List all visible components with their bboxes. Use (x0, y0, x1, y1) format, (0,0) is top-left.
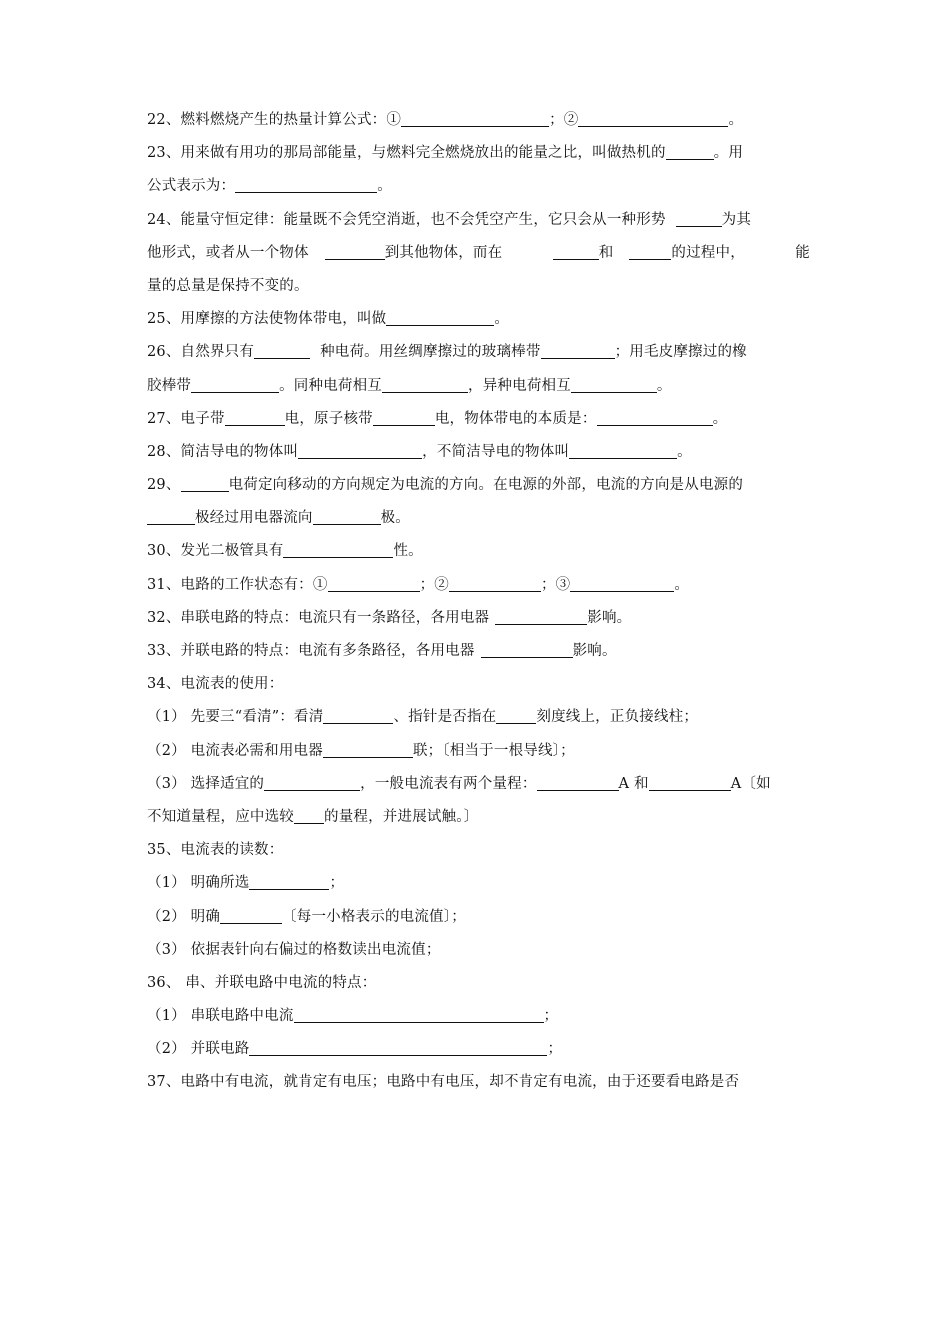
answer-blank[interactable] (147, 508, 195, 525)
question-26 (147, 336, 810, 369)
q33-end: 影响。 (572, 643, 617, 659)
question-24-cont (147, 237, 810, 270)
q26-text-f: ，异种电荷相互 (468, 377, 571, 394)
q28-end: 。 (677, 443, 692, 460)
worksheet (147, 104, 810, 1100)
q34-s3-text-b: ，一般电流表有两个量程： (360, 775, 537, 792)
answer-blank[interactable] (294, 807, 324, 824)
q24-text: 24、能量守恒定律：能量既不会凭空消逝，也不会凭空产生，它只会从一种形势 (147, 211, 666, 228)
question-36 (147, 967, 810, 1000)
answer-blank[interactable] (571, 376, 657, 393)
question-35-sub-3 (147, 934, 810, 967)
answer-blank[interactable] (325, 243, 385, 260)
answer-blank[interactable] (649, 774, 731, 791)
q23-end: 。 (377, 178, 392, 195)
question-31 (147, 569, 810, 602)
question-37 (147, 1066, 810, 1099)
answer-blank[interactable] (496, 707, 536, 724)
question-34-sub-2 (147, 735, 810, 768)
q35-title: 35、电流表的读数： (147, 842, 284, 859)
q25-end: 。 (494, 311, 510, 328)
answer-blank[interactable] (537, 774, 619, 791)
q34-s3-text-c: A 和 (618, 775, 649, 792)
question-27 (147, 403, 810, 436)
q31-end: 。 (674, 576, 690, 593)
question-24 (147, 204, 810, 237)
q29-text: 29、 (147, 477, 181, 494)
question-34-sub-1 (147, 701, 810, 734)
q31-text: 31、电路的工作状态有：① (147, 576, 328, 593)
question-35-sub-2 (147, 901, 810, 934)
q27-end: 。 (712, 410, 728, 427)
q22-end: 。 (728, 112, 744, 128)
question-22 (147, 104, 810, 137)
q34-s1-text-b: 、指针是否指在 (393, 709, 497, 726)
answer-blank[interactable] (569, 442, 677, 459)
q28-text-b: ，不简洁导电的物体叫 (422, 443, 570, 460)
q34-s1-text-c: 刻度线上，正负接线柱； (536, 709, 699, 726)
answer-blank[interactable] (313, 508, 381, 525)
q26-text-e: 。同种电荷相互 (279, 377, 383, 394)
answer-blank[interactable] (254, 342, 310, 359)
q24-text-h: 量的总量是保持不变的。 (147, 277, 309, 294)
answer-blank[interactable] (225, 409, 285, 426)
q24-text-b: 为其 (721, 211, 752, 228)
q29-text-c: 极经过用电器流向 (195, 510, 313, 527)
answer-blank[interactable] (386, 309, 494, 326)
answer-blank[interactable] (553, 243, 599, 260)
question-35-sub-1 (147, 867, 810, 900)
q34-s3-text-e: 不知道量程，应中选较 (147, 808, 294, 825)
answer-blank[interactable] (181, 475, 229, 492)
answer-blank[interactable] (570, 575, 674, 592)
answer-blank[interactable] (401, 110, 549, 127)
question-25 (147, 303, 810, 336)
q32-end: 影响。 (587, 609, 632, 626)
q31-text-b: ；② (419, 576, 449, 593)
question-34-sub-3-cont (147, 801, 810, 834)
answer-blank[interactable] (541, 342, 615, 359)
answer-blank[interactable] (597, 409, 713, 426)
answer-blank[interactable] (249, 1039, 547, 1056)
q26-end: 。 (656, 377, 672, 394)
answer-blank[interactable] (373, 409, 435, 426)
q34-title: 34、电流表的使用： (147, 676, 284, 693)
answer-blank[interactable] (264, 774, 360, 791)
q36-s2-text: （2） 并联电路 (147, 1041, 250, 1058)
answer-blank[interactable] (191, 376, 279, 393)
q34-s3-text-f: 的量程，并进展试触。〕 (324, 808, 479, 825)
q22-text: 22、燃料燃烧产生的热量计算公式：① (147, 112, 402, 128)
q24-text-c: 他形式，或者从一个物体 (147, 244, 309, 261)
q26-text-b: 种电荷。用丝绸摩擦过的玻璃棒带 (320, 344, 541, 361)
answer-blank[interactable] (283, 541, 393, 558)
q34-s2-text-b: 联；〔相当于一根导线〕； (412, 742, 575, 759)
q29-text-b: 电荷定向移动的方向规定为电流的方向。在电源的外部，电流的方向是从电源的 (228, 477, 744, 494)
q30-end: 性。 (393, 543, 423, 560)
q26-text-c: ；用毛皮摩擦过的橡 (614, 344, 747, 361)
q35-s3-text: （3） 依据表针向右偏过的格数读出电流值； (147, 941, 441, 958)
answer-blank[interactable] (666, 143, 714, 160)
q24-text-e: 和 (598, 244, 614, 261)
q25-text: 25、用摩擦的方法使物体带电，叫做 (147, 311, 387, 328)
answer-blank[interactable] (220, 907, 282, 924)
q31-text-c: ；③ (540, 576, 571, 593)
q24-text-f: 的过程中， (671, 244, 745, 261)
answer-blank[interactable] (629, 243, 671, 260)
answer-blank[interactable] (323, 707, 393, 724)
question-30 (147, 535, 810, 568)
answer-blank[interactable] (495, 608, 587, 625)
q26-text: 26、自然界只有 (147, 344, 255, 361)
q23-text-c: 公式表示为： (147, 178, 236, 195)
question-34 (147, 668, 810, 701)
q35-s1-text: （1） 明确所选 (147, 875, 250, 892)
question-35 (147, 834, 810, 867)
question-36-sub-2 (147, 1033, 810, 1066)
q24-text-g: 能 (795, 244, 810, 261)
answer-blank[interactable] (449, 575, 541, 592)
question-23-cont (147, 170, 810, 203)
question-33 (147, 635, 810, 668)
q32-text: 32、串联电路的特点：电流只有一条路径，各用电器 (147, 609, 490, 626)
q30-text: 30、发光二极管具有 (147, 543, 284, 560)
question-36-sub-1 (147, 1000, 810, 1033)
question-34-sub-3 (147, 768, 810, 801)
q36-title: 36、 串、并联电路中电流的特点： (147, 974, 377, 991)
answer-blank[interactable] (249, 873, 329, 890)
q27-text-c: 电，物体带电的本质是： (434, 410, 597, 427)
q36-s1-text: （1） 串联电路中电流 (147, 1008, 294, 1025)
q23-text-b: 。用 (713, 145, 744, 162)
q27-text-b: 电，原子核带 (284, 410, 373, 427)
q36-s1-end: ； (543, 1008, 559, 1025)
q34-s2-text: （2） 电流表必需和用电器 (147, 742, 323, 759)
q26-text-d: 胶棒带 (147, 377, 192, 394)
q27-text: 27、电子带 (147, 410, 225, 427)
q37-text: 37、电路中有电流，就肯定有电压；电路中有电压，却不肯定有电流，由于还要看电路是否 (147, 1074, 740, 1091)
q28-text: 28、简洁导电的物体叫 (147, 443, 299, 460)
q34-s3-text: （3） 选择适宜的 (147, 775, 265, 792)
answer-blank[interactable] (294, 1006, 544, 1023)
answer-blank[interactable] (578, 110, 728, 127)
question-24-end (147, 270, 810, 303)
answer-blank[interactable] (328, 575, 420, 592)
q29-end: 极。 (380, 510, 411, 527)
question-26-cont (147, 370, 810, 403)
answer-blank[interactable] (235, 176, 377, 193)
q33-text: 33、并联电路的特点：电流有多条路径，各用电器 (147, 643, 475, 659)
question-32 (147, 602, 810, 635)
answer-blank[interactable] (481, 641, 573, 658)
answer-blank[interactable] (676, 210, 722, 227)
question-28 (147, 436, 810, 469)
answer-blank[interactable] (382, 376, 468, 393)
q36-s2-end: ； (547, 1041, 563, 1058)
question-23 (147, 137, 810, 170)
q22-sep: ；② (549, 112, 579, 128)
q23-text: 23、用来做有用功的那局部能量，与燃料完全燃烧放出的能量之比，叫做热机的 (147, 145, 666, 162)
q35-s2-text-b: 〔每一小格表示的电流值〕； (282, 908, 466, 925)
q24-text-d: 到其他物体，而在 (384, 244, 503, 261)
question-29-cont (147, 502, 810, 535)
question-29 (147, 469, 810, 502)
answer-blank[interactable] (323, 741, 413, 758)
q35-s2-text: （2） 明确 (147, 908, 221, 925)
q34-s1-text: （1） 先要三“看清”：看清 (147, 709, 324, 726)
q35-s1-end: ； (329, 875, 345, 892)
answer-blank[interactable] (298, 442, 422, 459)
q34-s3-text-d: A〔如 (730, 775, 771, 792)
